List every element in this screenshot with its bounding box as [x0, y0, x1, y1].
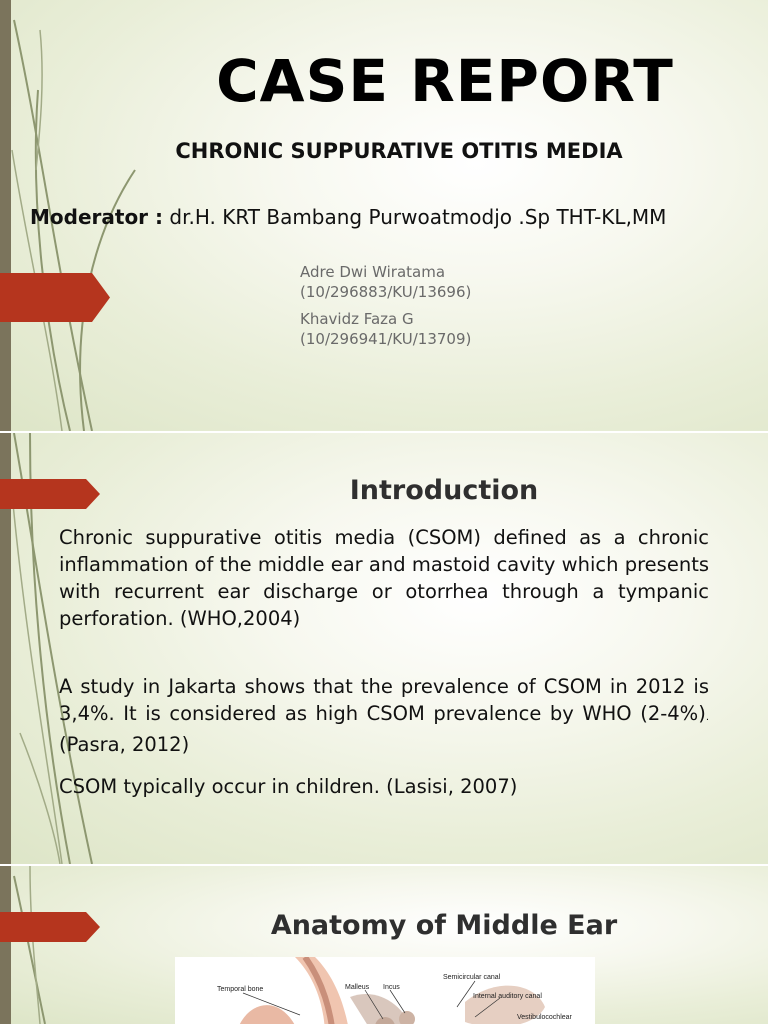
moderator-line: [30, 205, 666, 229]
section-heading: Anatomy of Middle Ear: [270, 910, 618, 941]
slide-title-heading: CASE REPORT: [216, 47, 674, 115]
section-heading: Introduction: [349, 475, 539, 506]
author-name: Khavidz Faza G: [300, 310, 414, 328]
slide-anatomy: [0, 866, 768, 1024]
accent-tab: [0, 273, 110, 322]
author-2: [300, 309, 471, 349]
slide-introduction: [0, 433, 768, 864]
paragraph-2-citation: (Pasra, 2012): [59, 733, 190, 756]
middle-ear-anatomy-figure: [175, 957, 595, 1024]
paragraph-2-main: A study in Jakarta shows that the prevalence of CSOM in 2012 is 3,4%. It is considered as high CSOM prevalence by WHO (2-4%): [59, 675, 709, 725]
label-temporal-bone: Temporal bone: [217, 986, 264, 993]
author-id: (10/296941/KU/13709): [300, 330, 472, 348]
slide-title: [0, 0, 768, 431]
paragraph-2-dot: .: [705, 712, 709, 723]
label-vestibulocochlear: Vestibulocochlear: [517, 1014, 572, 1021]
intro-paragraph-1: Chronic suppurative otitis media (CSOM) defined as a chronic inflammation of the middle ear and mastoid cavity which presents with recurrent ear discharge or otorrhea through a tympanic perforation. (WHO,2004): [59, 526, 709, 630]
left-accent-bar: [0, 866, 11, 1024]
author-1: [300, 262, 471, 302]
label-internal-auditory-canal: Internal auditory canal: [473, 993, 542, 1000]
moderator-label: Moderator :: [30, 205, 164, 229]
left-accent-bar: [0, 0, 11, 431]
label-incus: Incus: [383, 984, 400, 991]
author-name: Adre Dwi Wiratama: [300, 263, 446, 281]
label-malleus: Malleus: [345, 984, 370, 991]
decorative-grass: [0, 866, 140, 1024]
moderator-name: dr.H. KRT Bambang Purwoatmodjo .Sp THT-KL,MM: [169, 205, 667, 229]
label-semicircular-canal: Semicircular canal: [443, 974, 501, 981]
intro-paragraph-3: CSOM typically occur in children. (Lasisi, 2007): [59, 775, 518, 798]
slide-subtitle: CHRONIC SUPPURATIVE OTITIS MEDIA: [175, 139, 623, 163]
author-id: (10/296883/KU/13696): [300, 283, 472, 301]
intro-paragraph-2: [59, 673, 709, 758]
